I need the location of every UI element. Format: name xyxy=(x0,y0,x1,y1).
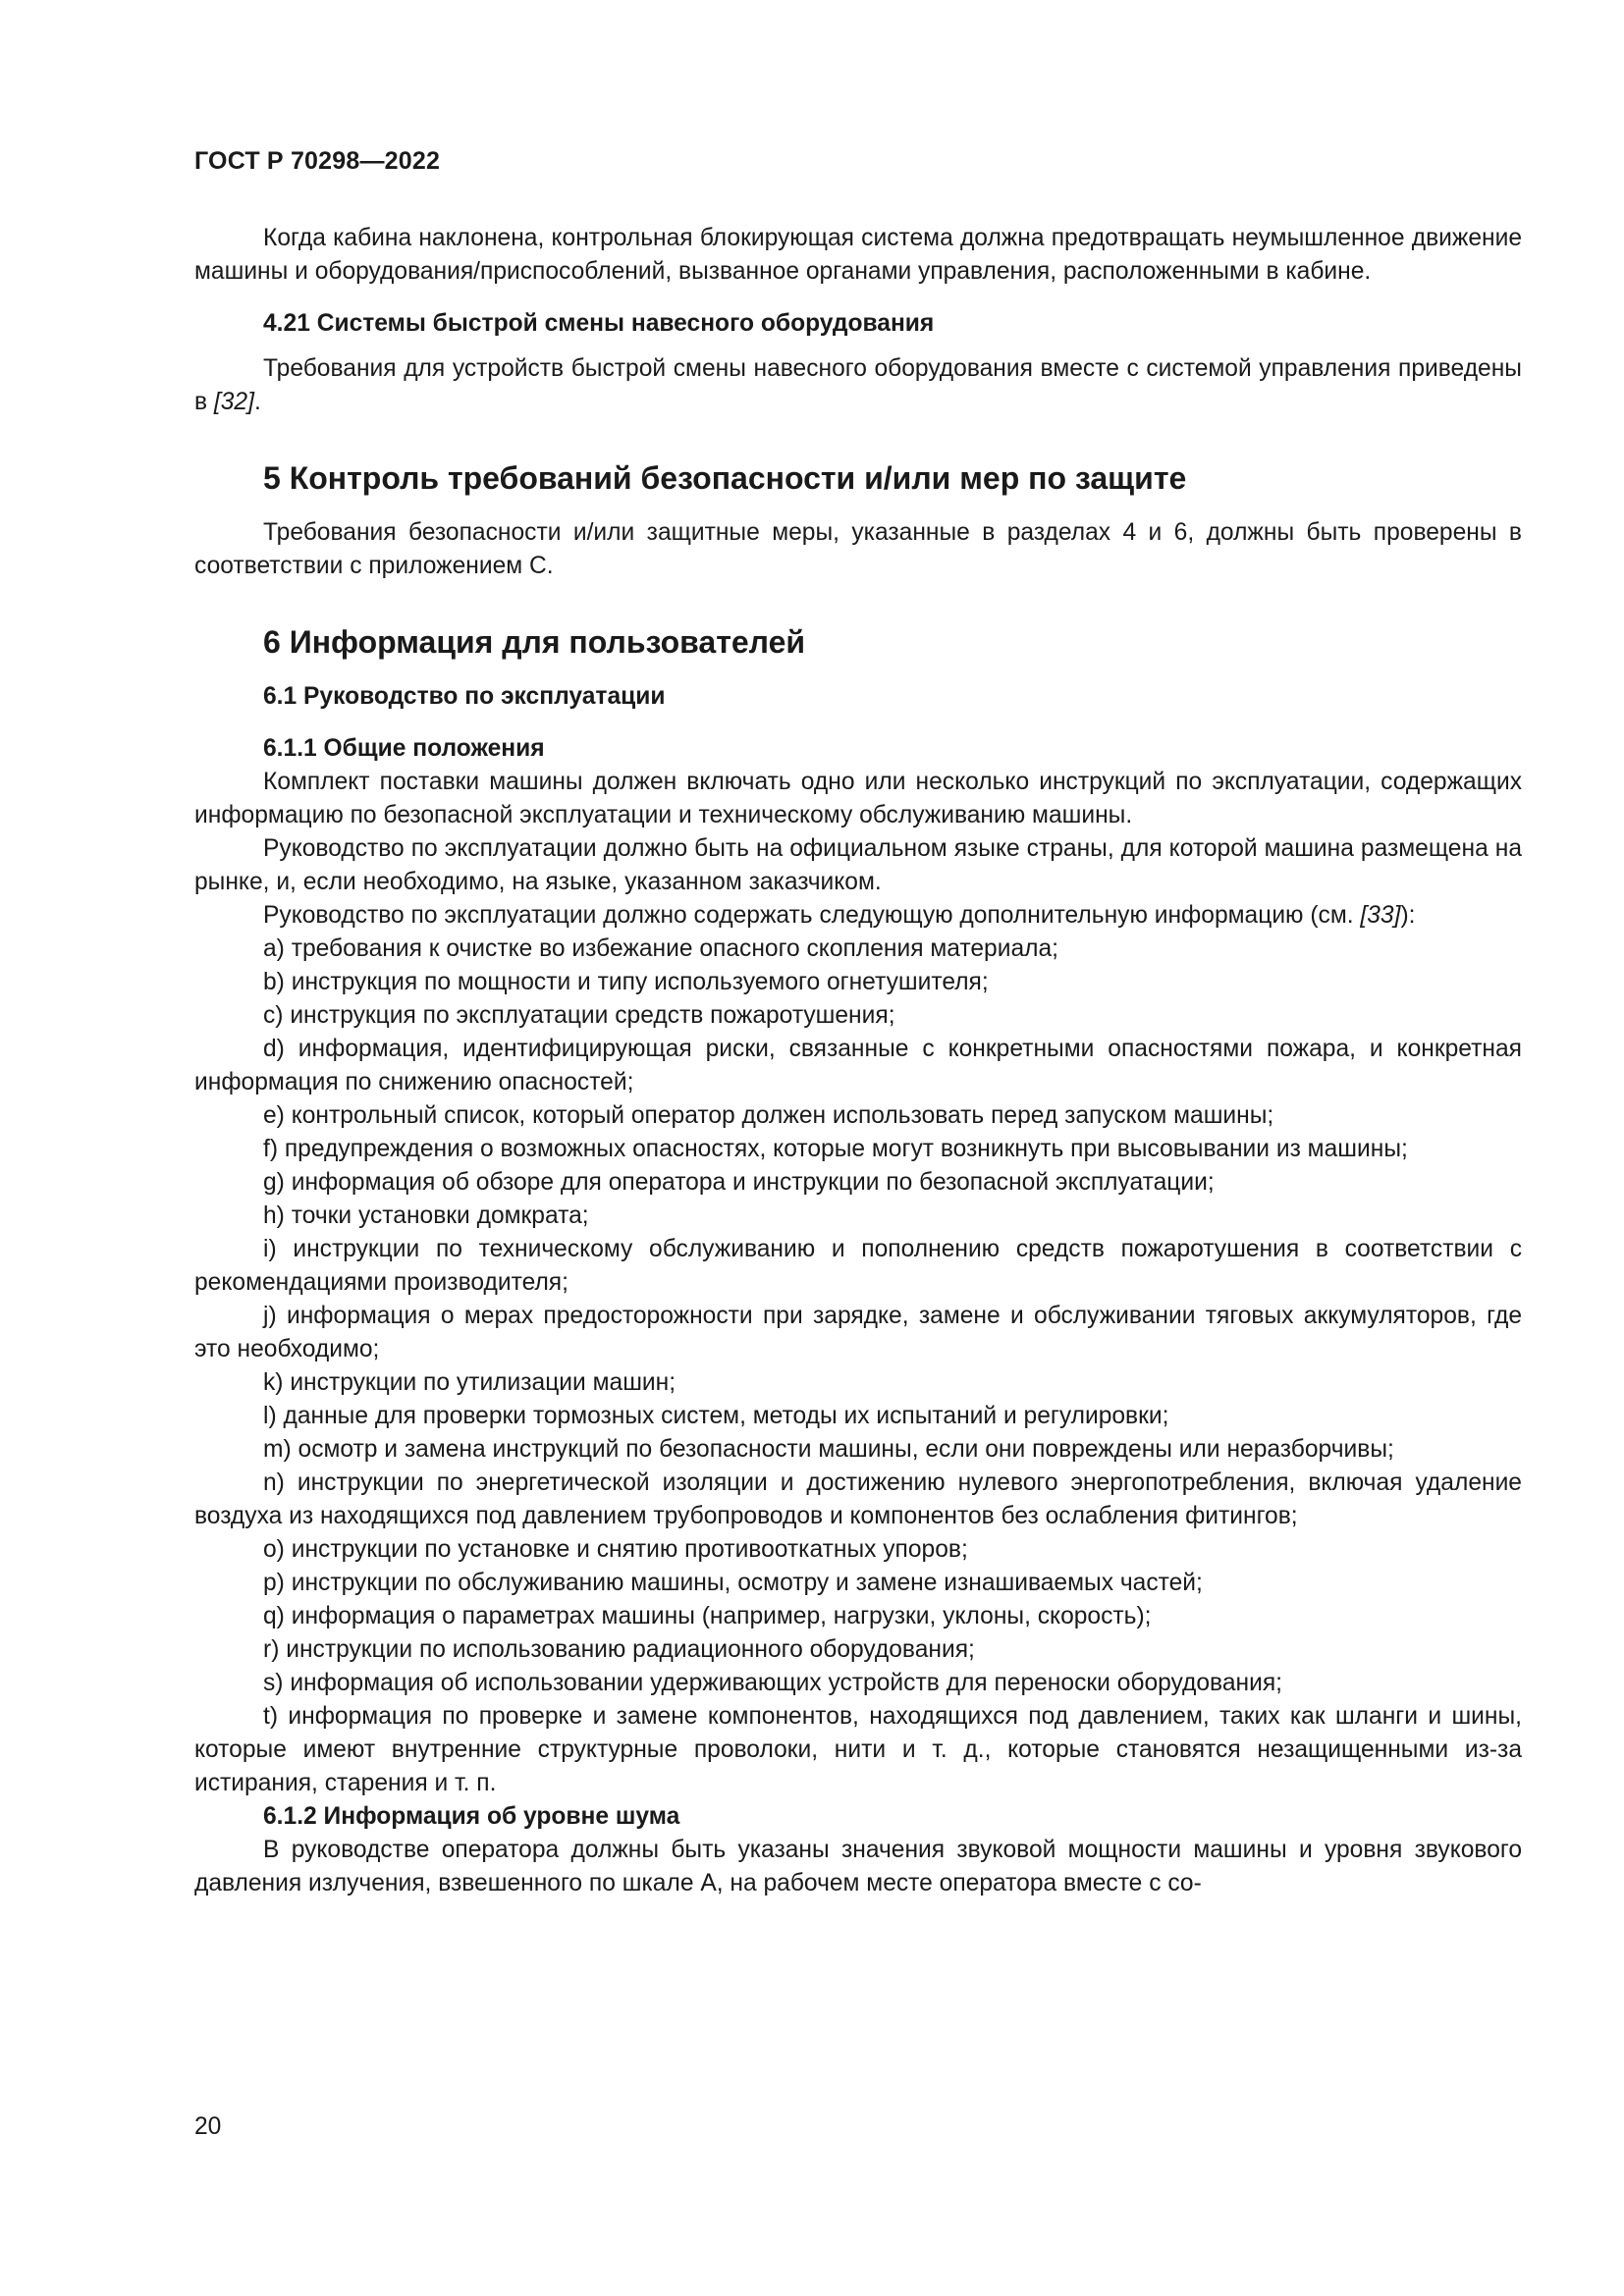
section-4-21-text-main: Требования для устройств быстрой смены навесного оборудования вместе с системой управления приведены в xyxy=(194,355,1522,415)
list-item: b) инструкция по мощности и типу используемого огнетушителя; xyxy=(263,969,989,995)
list-item: o) инструкции по установке и снятию противооткатных упоров; xyxy=(263,1536,968,1563)
reference-33: [33] xyxy=(1360,902,1401,929)
section-6-1-1-para-1: Комплект поставки машины должен включать одно или несколько инструкций по эксплуатации, содержащих информацию по безопасной эксплуатации и техническому обслуживанию машины. xyxy=(194,769,1522,828)
list-item: q) информация о параметрах машины (например, нагрузки, уклоны, скорость); xyxy=(263,1603,1152,1629)
section-6-1-title: 6.1 Руководство по эксплуатации xyxy=(263,683,666,710)
section-5-title: 5 Контроль требований безопасности и/или мер по защите xyxy=(263,460,1187,496)
section-5-text: Требования безопасности и/или защитные меры, указанные в разделах 4 и 6, должны быть проверены в соответствии с приложением С. xyxy=(194,519,1522,579)
list-item: p) инструкции по обслуживанию машины, осмотру и замене изнашиваемых частей; xyxy=(263,1570,1203,1596)
section-6-1-1-title: 6.1.1 Общие положения xyxy=(263,735,545,762)
list-item: e) контрольный список, который оператор должен использовать перед запуском машины; xyxy=(263,1102,1274,1129)
section-4-21-title: 4.21 Системы быстрой смены навесного оборудования xyxy=(263,310,935,337)
paragraph-cab-tilt: Когда кабина наклонена, контрольная блокирующая система должна предотвращать неумышленное движение машины и оборудования/приспособлений, вызванное органами управления, расположенными в кабине. xyxy=(194,225,1522,285)
list-item: g) информация об обзоре для оператора и инструкции по безопасной эксплуатации; xyxy=(263,1169,1215,1196)
list-item: j) информация о мерах предосторожности при зарядке, замене и обслуживании тяговых аккумуляторов, где это необходимо; xyxy=(194,1303,1522,1362)
para-3-end: ): xyxy=(1400,902,1416,929)
para-3-main: Руководство по эксплуатации должно содержать следующую дополнительную информацию (см. xyxy=(263,902,1361,929)
section-4-21-text xyxy=(194,352,1522,419)
document-header: ГОСТ Р 70298—2022 xyxy=(194,147,441,175)
document-body xyxy=(194,222,1522,1900)
list-item: l) данные для проверки тормозных систем, методы их испытаний и регулировки; xyxy=(263,1403,1169,1429)
page-number: 20 xyxy=(194,2113,222,2140)
section-6-title: 6 Информация для пользователей xyxy=(263,624,806,660)
list-item: m) осмотр и замена инструкций по безопасности машины, если они повреждены или неразборчивы; xyxy=(263,1436,1394,1463)
section-6-1-2-title: 6.1.2 Информация об уровне шума xyxy=(263,1803,680,1830)
list-item: s) информация об использовании удерживающих устройств для переноски оборудования; xyxy=(263,1670,1282,1696)
list-item: h) точки установки домкрата; xyxy=(263,1202,589,1229)
list-item: d) информация, идентифицирующая риски, связанные с конкретными опасностями пожара, и конкретная информация по снижению опасностей; xyxy=(194,1036,1522,1095)
list-item: c) инструкция по эксплуатации средств пожаротушения; xyxy=(263,1002,895,1029)
list-item: n) инструкции по энергетической изоляции и достижению нулевого энергопотребления, включая удаление воздуха из находящихся под давлением трубопроводов и компонентов без ослабления фитингов; xyxy=(194,1469,1522,1529)
reference-32: [32] xyxy=(213,389,254,415)
list-item: r) инструкции по использованию радиационного оборудования; xyxy=(263,1636,975,1663)
section-6-1-1-para-2: Руководство по эксплуатации должно быть на официальном языке страны, для которой машина размещена на рынке, и, если необходимо, на языке, указанном заказчиком. xyxy=(194,835,1522,895)
section-4-21-text-end: . xyxy=(253,389,261,415)
list-item: k) инструкции по утилизации машин; xyxy=(263,1369,677,1396)
list-item: a) требования к очистке во избежание опасного скопления материала; xyxy=(263,935,1059,962)
section-6-1-2-text: В руководстве оператора должны быть указаны значения звуковой мощности машины и уровня звукового давления излучения, взвешенного по шкале А, на рабочем месте оператора вместе с со- xyxy=(194,1837,1522,1896)
list-item: f) предупреждения о возможных опасностях, которые могут возникнуть при высовывании из машины; xyxy=(263,1136,1408,1162)
section-6-1-1-para-3 xyxy=(194,899,1522,933)
list-item: i) инструкции по техническому обслуживанию и пополнению средств пожаротушения в соответствии с рекомендациями производителя; xyxy=(194,1236,1522,1296)
list-item: t) информация по проверке и замене компонентов, находящихся под давлением, таких как шланги и шины, которые имеют внутренние структурные проволоки, нити и т. д., которые становятся незащищенными из-за истирания, старения и т. п. xyxy=(194,1703,1522,1796)
